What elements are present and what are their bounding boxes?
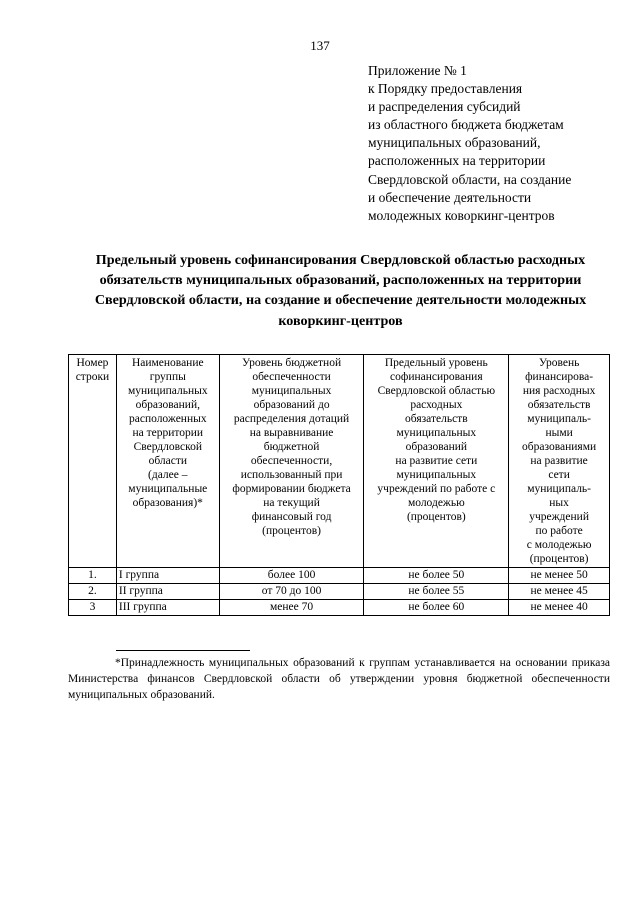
cofinancing-limit: не более 50: [364, 568, 509, 584]
document-title: [68, 250, 613, 331]
footnote: *Принадлежность муниципальных образований к группам устанавливается на основании приказа Министерства финансов Свердловской области об утверждении уровня бюджетной обеспеченности муниципальных образований.: [68, 657, 610, 701]
table-row: [69, 568, 610, 584]
title-line: Предельный уровень софинансирования Свердловской областью расходных: [95, 252, 586, 268]
header-group-name: Наименование группы муниципальных образований, расположенных на территории Свердловской области (далее – муниципальные образования)*: [116, 355, 219, 568]
table-row: [69, 584, 610, 600]
row-number: 2.: [69, 584, 117, 600]
financing-level: не менее 50: [509, 568, 610, 584]
appendix-reference: [368, 62, 630, 225]
appendix-line: из областного бюджета бюджетам: [368, 117, 564, 133]
footnote-divider: [116, 650, 250, 651]
group-name: I группа: [116, 568, 219, 584]
cofinancing-table: [68, 354, 610, 616]
appendix-line: расположенных на территории: [368, 153, 546, 169]
table-header-row: [69, 355, 610, 568]
budget-level: менее 70: [219, 600, 364, 616]
appendix-line: и распределения субсидий: [368, 99, 521, 115]
budget-level: более 100: [219, 568, 364, 584]
cofinancing-limit: не более 60: [364, 600, 509, 616]
financing-level: не менее 40: [509, 600, 610, 616]
group-name: II группа: [116, 584, 219, 600]
table-row: [69, 600, 610, 616]
cofinancing-limit: не более 55: [364, 584, 509, 600]
header-budget-level: Уровень бюджетной обеспеченности муниципальных образований до распределения дотаций на выравнивание бюджетной обеспеченности, использованный при формировании бюджета на текущий финансовый год (процентов): [219, 355, 364, 568]
appendix-line: и обеспечение деятельности: [368, 189, 532, 205]
header-row-number: Номер строки: [69, 355, 117, 568]
appendix-line: Свердловской области, на создание: [368, 171, 572, 187]
appendix-line: муниципальных образований,: [368, 135, 541, 151]
appendix-line: к Порядку предоставления: [368, 81, 523, 97]
financing-level: не менее 45: [509, 584, 610, 600]
title-line: Свердловской области, на создание и обеспечение деятельности молодежных: [94, 292, 587, 309]
header-cofinancing-limit: Предельный уровень софинансирования Свердловской областью расходных обязательств муниципальных образований на развитие сети муниципальных учреждений по работе с молодежью (процентов): [364, 355, 509, 568]
header-financing-level: Уровень финансирова- ния расходных обязательств муниципаль- ными образованиями на развитие сети муниципаль- ных учреждений по работе с молодежью (процентов): [509, 355, 610, 568]
group-name: III группа: [116, 600, 219, 616]
appendix-line: молодежных коворкинг-центров: [368, 207, 555, 223]
row-number: 1.: [69, 568, 117, 584]
page-number: 137: [310, 38, 330, 53]
row-number: 3: [69, 600, 117, 616]
appendix-line: Приложение № 1: [368, 63, 467, 78]
title-line: коворкинг-центров: [278, 312, 403, 329]
title-line: обязательств муниципальных образований, расположенных на территории: [99, 272, 582, 289]
budget-level: от 70 до 100: [219, 584, 364, 600]
